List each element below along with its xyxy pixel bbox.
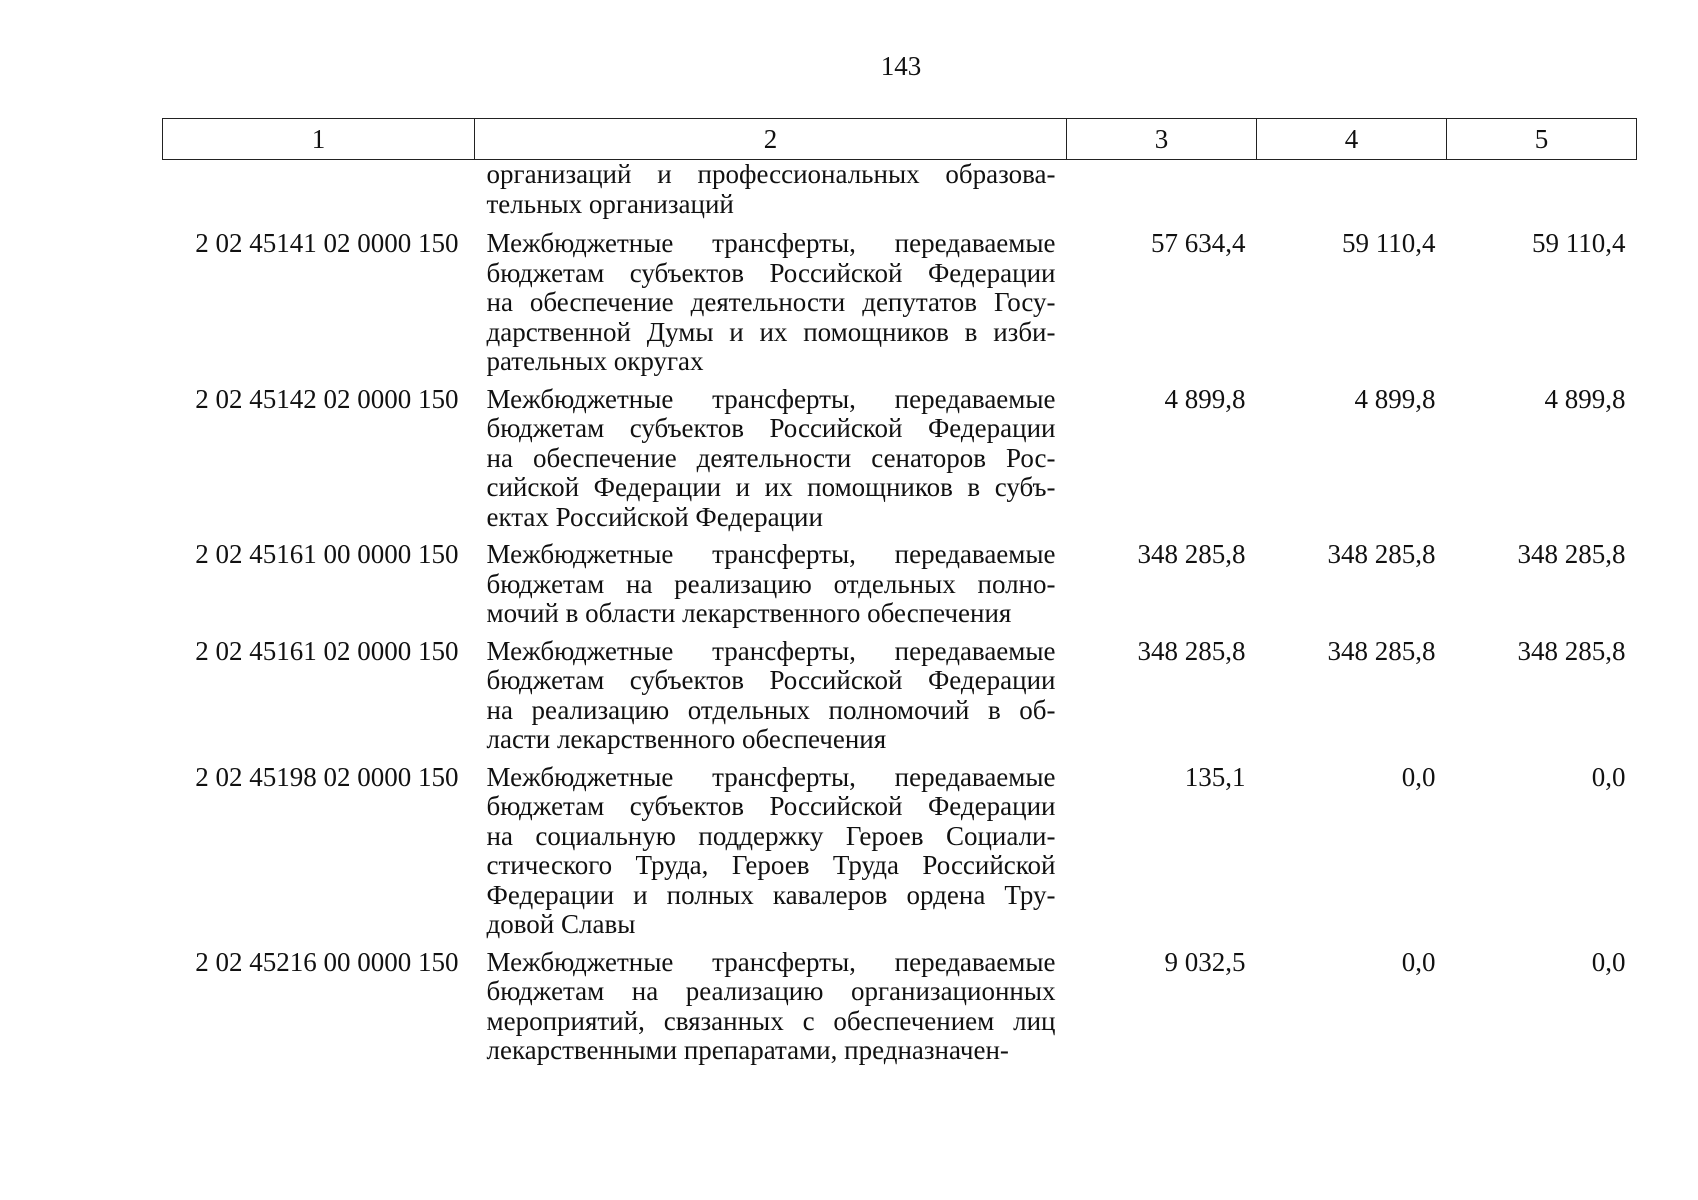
- description-line: тельных организаций: [486, 188, 734, 219]
- row-code: 2 02 45141 02 0000 150: [195, 228, 459, 258]
- row-code: 2 02 45161 00 0000 150: [195, 539, 459, 569]
- column-header-2: 2: [475, 119, 1067, 160]
- description-line: Межбюджетные трансферты, передаваемые: [486, 635, 1056, 666]
- row-value-col-3: 4 899,8: [1164, 383, 1246, 414]
- column-header-1: 1: [163, 119, 475, 160]
- table-row: [163, 229, 1637, 385]
- row-value-col-5: 348 285,8: [1517, 635, 1626, 666]
- row-description: [475, 229, 1067, 385]
- header-row: [163, 119, 1637, 160]
- table-row: [163, 948, 1637, 1074]
- row-value-col-4: 0,0: [1401, 761, 1436, 792]
- table-row: [163, 160, 1637, 230]
- row-value-col-4: 4 899,8: [1354, 383, 1436, 414]
- table-row: [163, 637, 1637, 763]
- description-line: дарственной Думы и их помощников в изби-: [486, 316, 1056, 347]
- description-line: Межбюджетные трансферты, передаваемые: [486, 539, 1056, 569]
- description-line: стического Труда, Героев Труда Российской: [486, 850, 1056, 880]
- row-value-col-5: 59 110,4: [1532, 228, 1626, 258]
- row-description: [475, 160, 1067, 230]
- row-description: [475, 948, 1067, 1074]
- row-value-col-3: 9 032,5: [1164, 946, 1246, 977]
- description-line: на обеспечение деятельности сенаторов Рос-: [486, 442, 1056, 473]
- row-description: [475, 540, 1067, 637]
- row-code: 2 02 45198 02 0000 150: [195, 761, 459, 792]
- description-line: рательных округах: [486, 346, 704, 376]
- description-line: бюджетам субъектов Российской Федерации: [486, 791, 1056, 821]
- description-line: Федерации и полных кавалеров ордена Тру-: [486, 879, 1056, 910]
- description-line: бюджетам на реализацию отдельных полно-: [486, 568, 1056, 599]
- description-line: Межбюджетные трансферты, передаваемые: [486, 761, 1056, 792]
- description-line: довой Славы: [486, 909, 636, 939]
- row-value-col-3: [1067, 160, 1257, 230]
- description-line: мочий в области лекарственного обеспечения: [486, 598, 1012, 628]
- row-value-col-4: 348 285,8: [1327, 635, 1436, 666]
- row-description: [475, 385, 1067, 541]
- description-line: на социальную поддержку Героев Социали-: [486, 820, 1056, 851]
- row-value-col-4: [1257, 160, 1447, 230]
- column-header-4: 4: [1257, 119, 1447, 160]
- description-line: организаций и профессиональных образова-: [486, 159, 1056, 189]
- table-header: [163, 119, 1637, 160]
- table-body: [163, 160, 1637, 1074]
- description-line: ласти лекарственного обеспечения: [486, 724, 887, 754]
- description-line: ектах Российской Федерации: [486, 501, 823, 532]
- description-line: бюджетам субъектов Российской Федерации: [486, 413, 1056, 443]
- table-row: [163, 540, 1637, 637]
- description-line: Межбюджетные трансферты, передаваемые: [486, 228, 1056, 258]
- description-line: на реализацию отдельных полномочий в об-: [486, 694, 1056, 725]
- row-value-col-5: 348 285,8: [1517, 539, 1626, 569]
- table-row: [163, 763, 1637, 948]
- row-code: 2 02 45216 00 0000 150: [195, 946, 459, 977]
- row-value-col-4: 0,0: [1401, 946, 1436, 977]
- description-line: бюджетам субъектов Российской Федерации: [486, 257, 1056, 288]
- row-code: 2 02 45161 02 0000 150: [195, 635, 459, 666]
- description-line: сийской Федерации и их помощников в субъ-: [486, 472, 1056, 502]
- row-value-col-4: 348 285,8: [1327, 539, 1436, 569]
- row-value-col-3: 135,1: [1184, 761, 1246, 792]
- column-header-5: 5: [1447, 119, 1637, 160]
- row-value-col-5: 0,0: [1591, 761, 1626, 792]
- row-description: [475, 637, 1067, 763]
- budget-table: [162, 118, 1637, 1074]
- page-number: 143: [880, 51, 922, 81]
- description-line: на обеспечение деятельности депутатов Госу-: [486, 287, 1056, 317]
- row-value-col-4: 59 110,4: [1342, 228, 1436, 258]
- row-value-col-3: 348 285,8: [1137, 539, 1246, 569]
- description-line: Межбюджетные трансферты, передаваемые: [486, 946, 1056, 977]
- row-value-col-5: 0,0: [1591, 946, 1626, 977]
- row-value-col-5: 4 899,8: [1544, 383, 1626, 414]
- description-line: Межбюджетные трансферты, передаваемые: [486, 383, 1056, 414]
- row-code: 2 02 45142 02 0000 150: [195, 383, 459, 414]
- row-value-col-3: 57 634,4: [1151, 228, 1246, 258]
- row-value-col-3: 348 285,8: [1137, 635, 1246, 666]
- column-header-3: 3: [1067, 119, 1257, 160]
- table-row: [163, 385, 1637, 541]
- description-line: бюджетам субъектов Российской Федерации: [486, 665, 1056, 695]
- row-value-col-5: [1447, 160, 1637, 230]
- description-line: лекарственными препаратами, предназначен-: [486, 1035, 1009, 1065]
- row-code: [163, 160, 475, 230]
- description-line: мероприятий, связанных с обеспечением лиц: [486, 1005, 1056, 1036]
- row-description: [475, 763, 1067, 948]
- description-line: бюджетам на реализацию организационных: [486, 976, 1056, 1006]
